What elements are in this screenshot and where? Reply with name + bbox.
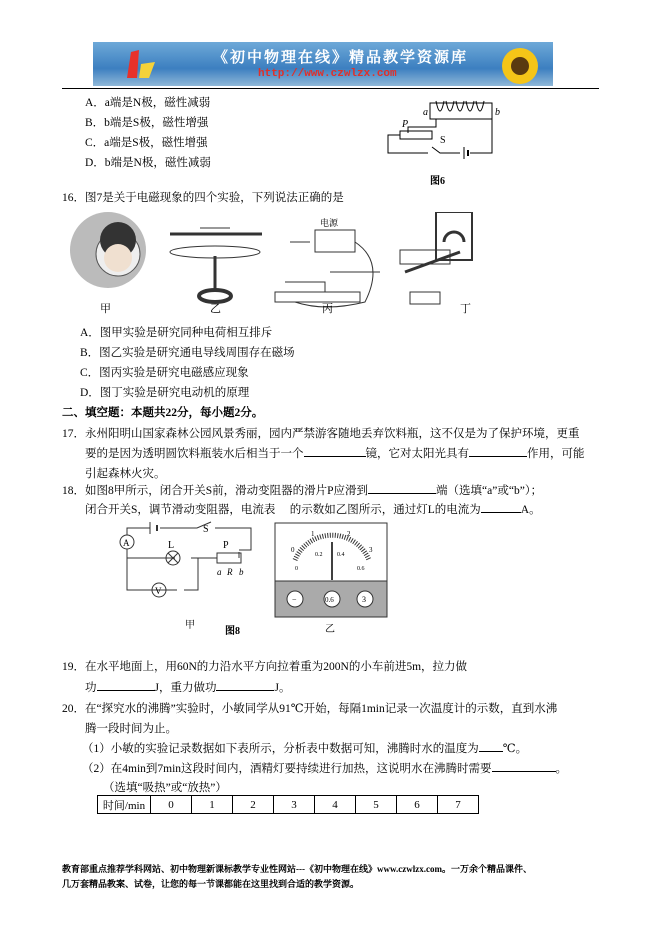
q17-line3: 引起森林火灾。 bbox=[85, 468, 166, 480]
q17-line1: 17．永州阳明山国家森林公园风景秀丽，园内严禁游客随地丢弃饮料瓶，这不仅是为了保护环境，更重 bbox=[62, 428, 580, 440]
answer-blank[interactable] bbox=[492, 761, 556, 772]
ammeter-dial bbox=[275, 523, 387, 617]
svg-text:2: 2 bbox=[347, 530, 351, 538]
label-s: S bbox=[440, 135, 446, 146]
q16-option-a: A．图甲实验是研究同种电荷相互排斥 bbox=[80, 327, 273, 339]
q20-sub1: （1）小敏的实验记录数据如下表所示，分析表中数据可知，沸腾时水的温度为 ℃。 bbox=[82, 743, 528, 755]
table-header: 时间/min bbox=[98, 796, 151, 814]
figure-caption: 图6 bbox=[430, 176, 445, 185]
record-table bbox=[97, 795, 479, 814]
ammeter-label: A bbox=[123, 538, 130, 548]
label-b: b bbox=[495, 107, 500, 118]
svg-text:0: 0 bbox=[291, 546, 295, 554]
q18-line1: 18．如图8甲所示，闭合开关S前，滑动变阻器的滑片P应滑到 端（选填“a”或“b”）； bbox=[62, 485, 543, 497]
banner-title: 《初中物理在线》精品教学资源库 bbox=[213, 50, 469, 66]
answer-blank[interactable] bbox=[479, 741, 503, 752]
q15-option-c: C．a端是S极，磁性增强 bbox=[85, 137, 208, 149]
slider-label: P bbox=[223, 540, 229, 551]
svg-text:1: 1 bbox=[311, 530, 315, 538]
voltmeter-label: V bbox=[155, 586, 162, 596]
answer-blank[interactable] bbox=[97, 680, 155, 691]
figure-bing-generator bbox=[275, 217, 380, 307]
q19-line1: 19．在水平地面上，用60N的力沿水平方向拉着重为200N的小车前进5m，拉力做 bbox=[62, 661, 468, 673]
q16-option-b: B．图乙实验是研究通电导线周围存在磁场 bbox=[80, 347, 295, 359]
label-yi: 乙 bbox=[210, 303, 221, 315]
q15-option-d: D．b端是N极，磁性减弱 bbox=[85, 157, 211, 169]
figure-caption: 图8 bbox=[225, 626, 240, 635]
banner-url: http://www.czwlzx.com bbox=[258, 68, 397, 80]
svg-text:3: 3 bbox=[369, 546, 373, 554]
q16-option-c: C．图丙实验是研究电磁感应现象 bbox=[80, 367, 249, 379]
q18-line2: 闭合开关S，调节滑动变阻器，电流表 的示数如乙图所示，通过灯L的电流为 A。 bbox=[85, 504, 541, 516]
answer-blank[interactable] bbox=[304, 446, 366, 457]
terminal-3: 3 bbox=[362, 595, 366, 604]
q20-sub2-hint: （选填“吸热”或“放热”） bbox=[103, 782, 227, 794]
q17-line2: 要的是因为透明圆饮料瓶装水后相当于一个 镜，它对太阳光具有 作用，可能 bbox=[85, 448, 585, 460]
end-b-label: b bbox=[239, 567, 244, 577]
power-label: 电源 bbox=[320, 218, 339, 228]
answer-blank[interactable] bbox=[216, 680, 274, 691]
terminal-0-6: 0.6 bbox=[325, 596, 334, 604]
answer-blank[interactable] bbox=[368, 483, 436, 494]
q20-sub2: （2）在4min到7min这段时间内，酒精灯要持续进行加热，这说明水在沸腾时需要 。 bbox=[82, 763, 568, 775]
svg-text:0.2: 0.2 bbox=[315, 552, 323, 558]
lamp-label: L bbox=[168, 540, 175, 551]
sunflower-icon bbox=[495, 44, 545, 86]
q16-stem: 16．图7是关于电磁现象的四个实验，下列说法正确的是 bbox=[62, 192, 344, 204]
label-p: P bbox=[402, 119, 409, 130]
q20-line2: 腾一段时间为止。 bbox=[85, 723, 177, 735]
figure-ding-meter bbox=[398, 212, 478, 292]
figure-yi-wire-compass bbox=[170, 228, 262, 302]
footer-line2: 几万套精品教案、试卷，让您的每一节课都能在这里找到合适的教学资源。 bbox=[62, 879, 360, 889]
svg-text:0.4: 0.4 bbox=[337, 552, 345, 558]
label-jia: 甲 bbox=[100, 303, 111, 315]
end-a-label: a bbox=[217, 567, 222, 577]
terminal-negative: − bbox=[292, 595, 297, 604]
q19-line2: 功 J，重力做功 J。 bbox=[85, 682, 291, 694]
label-a: a bbox=[423, 107, 428, 118]
section-2-heading: 二、填空题：本题共22分，每小题2分。 bbox=[62, 407, 264, 419]
svg-text:0: 0 bbox=[295, 566, 298, 572]
header-rule bbox=[62, 88, 599, 89]
resistor-label: R bbox=[227, 567, 233, 577]
label-yi: 乙 bbox=[325, 624, 335, 635]
q15-option-a: A．a端是N极，磁性减弱 bbox=[85, 97, 211, 109]
label-jia: 甲 bbox=[185, 620, 195, 631]
q15-option-b: B．b端是S极，磁性增强 bbox=[85, 117, 209, 129]
figure-8 bbox=[115, 520, 395, 635]
table-row: 时间/min 0 1 2 3 4 5 6 7 bbox=[98, 796, 479, 814]
label-bing: 丙 bbox=[322, 303, 333, 315]
logo-icon bbox=[123, 48, 163, 82]
q20-line1: 20．在“探究水的沸腾”实验时，小敏同学从91℃开始，每隔1min记录一次温度计的示数，直到水沸 bbox=[62, 703, 558, 715]
label-ding: 丁 bbox=[460, 303, 471, 315]
header-banner bbox=[93, 42, 553, 86]
answer-blank[interactable] bbox=[481, 502, 521, 513]
switch-label: S bbox=[203, 524, 209, 535]
figure-jia-girl-photo bbox=[70, 212, 146, 288]
figure-6-circuit bbox=[380, 95, 500, 185]
footer-line1: 教育部重点推荐学科网站、初中物理新课标教学专业性网站---《初中物理在线》www.czwlzx.com。一万余个精品课件、 bbox=[62, 864, 532, 874]
answer-blank[interactable] bbox=[469, 446, 527, 457]
svg-text:0.6: 0.6 bbox=[357, 566, 365, 572]
q16-option-d: D．图丁实验是研究电动机的原理 bbox=[80, 387, 250, 399]
